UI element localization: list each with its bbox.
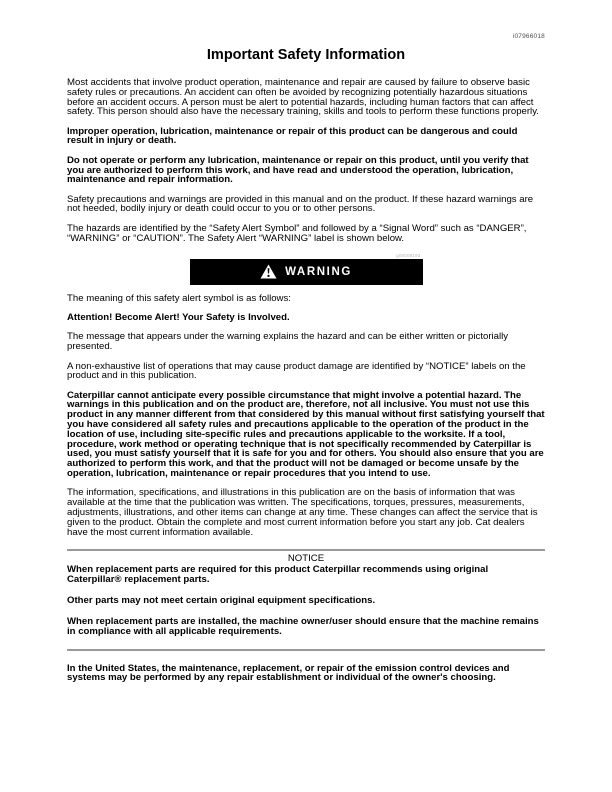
- notice-paragraph: When replacement parts are installed, the machine owner/user should ensure that the machine remains in compliance with all applicable requirements.: [67, 616, 539, 638]
- safety-paragraph: The message that appears under the warning explains the hazard and can be either written or pictorially presented.: [67, 331, 509, 353]
- safety-paragraph: Do not operate or perform any lubrication, maintenance or repair on this product, until you verify that you are authorized to perform this work, and have read and understood the operation, lubrication, maintenance and repair information.: [67, 154, 529, 186]
- safety-paragraph: Attention! Become Alert! Your Safety is Involved.: [67, 312, 290, 324]
- safety-paragraph: Most accidents that involve product operation, maintenance and repair are caused by failure to observe basic safety rules or precautions. An accident can often be avoided by recognizing potentially hazardous situations before an accident occurs. A person must be alert to potential hazards, including human factors that can affect safety. This person should also have the necessary training, skills and tools to perform these functions properly.: [67, 77, 539, 118]
- warning-triangle-icon: [260, 264, 277, 279]
- warning-label-text: WARNING: [285, 265, 352, 278]
- safety-paragraph: A non-exhaustive list of operations that may cause product damage are identified by “NOTICE” labels on the product and in this publication.: [67, 360, 526, 382]
- warning-label: [190, 253, 423, 285]
- warning-label-box: [190, 259, 423, 285]
- notice-paragraph: Other parts may not meet certain original equipment specifications.: [67, 595, 376, 607]
- notice-section: [67, 549, 545, 650]
- safety-paragraph: The hazards are identified by the “Safety Alert Symbol” and followed by a “Signal Word” such as “DANGER”, “WARNING” or “CAUTION”. The Safety Alert “WARNING” label is shown below.: [67, 222, 527, 244]
- safety-paragraph: The meaning of this safety alert symbol is as follows:: [67, 292, 291, 304]
- illustration-ref: g00008193: [396, 252, 421, 258]
- safety-paragraph: Safety precautions and warnings are provided in this manual and on the product. If these hazard warnings are not heeded, bodily injury or death could occur to you or to other persons.: [67, 193, 534, 215]
- manual-page: [67, 33, 545, 693]
- emissions-statement: In the United States, the maintenance, replacement, or repair of the emission control devices and systems may be performed by any repair establishment or individual of the owner's choosing.: [67, 662, 510, 684]
- safety-paragraph: Improper operation, lubrication, maintenance or repair of this product can be dangerous and could result in injury or death.: [67, 125, 518, 147]
- page-title: Important Safety Information: [206, 47, 406, 63]
- safety-paragraph: Caterpillar cannot anticipate every possible circumstance that might involve a potential hazard. The warnings in this publication and on the product are, therefore, not all inclusive. You must not use this product in any manner different from that considered by this manual without first satisfying yourself that you have considered all safety rules and precautions applicable to the operation of the product in the location of use, including site-specific rules and precautions applicable to the worksite. If a tool, procedure, work method or operating technique that is not specifically recommended by Caterpillar is used, you must satisfy yourself that it is safe for you and for others. You should also ensure that you are authorized to perform this work, and that the product will not be damaged or become unsafe by the operation, lubrication, maintenance or repair procedures that you intend to use.: [67, 389, 545, 480]
- safety-paragraph: The information, specifications, and illustrations in this publication are on the basis of information that was available at the time that the publication was written. The specifications, torques, pressures, measurements, adjustments, illustrations, and other items can change at any time. These changes can affect the service that is given to the product. Obtain the complete and most current information before you start any job. Cat dealers have the most current information available.: [67, 487, 538, 538]
- notice-heading: NOTICE: [287, 553, 325, 565]
- divider: [67, 549, 545, 551]
- divider: [67, 649, 545, 651]
- revision-id: i07966018: [512, 33, 545, 40]
- notice-paragraph: When replacement parts are required for this product Caterpillar recommends using original Caterpillar® replacement parts.: [67, 564, 489, 585]
